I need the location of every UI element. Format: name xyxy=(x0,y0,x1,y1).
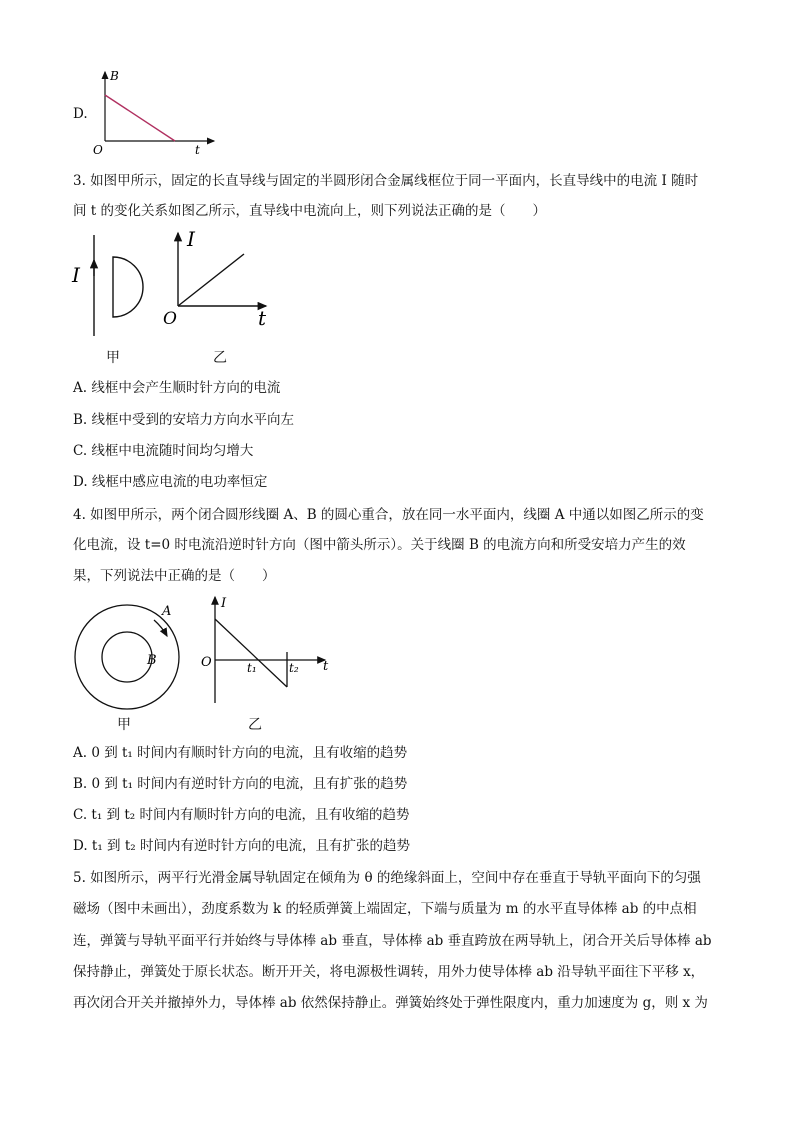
q3-option-c[interactable]: C. 线框中电流随时间均匀增大 xyxy=(73,443,254,459)
axis-i-label: I xyxy=(187,227,195,251)
q3-stem-line1: 3. 如图甲所示，固定的长直导线与固定的半圆形闭合金属线框位于同一平面内，长直导线中的电流 I 随时 xyxy=(73,173,699,189)
axis-t-label: t xyxy=(195,143,200,157)
q4-option-a[interactable]: A. 0 到 t₁ 时间内有顺时针方向的电流，且有收缩的趋势 xyxy=(73,745,408,761)
q3-option-d[interactable]: D. 线框中感应电流的电功率恒定 xyxy=(73,474,268,490)
q4-caption-jia: 甲 xyxy=(117,717,131,733)
q4-option-c[interactable]: C. t₁ 到 t₂ 时间内有顺时针方向的电流，且有收缩的趋势 xyxy=(73,807,410,823)
axis-i-label: I xyxy=(221,596,227,611)
origin-label: O xyxy=(201,655,212,670)
label-a: A xyxy=(162,604,172,619)
q4-option-b[interactable]: B. 0 到 t₁ 时间内有逆时针方向的电流，且有扩张的趋势 xyxy=(73,776,408,792)
semicircle-loop xyxy=(113,257,143,317)
coil-a xyxy=(75,605,179,709)
label-b: B xyxy=(147,653,157,668)
q2-option-d-label: D. xyxy=(73,106,88,122)
q3-option-b[interactable]: B. 线框中受到的安培力方向水平向左 xyxy=(73,412,295,428)
q4-caption-yi: 乙 xyxy=(248,717,262,733)
t1-label: t₁ xyxy=(247,661,257,675)
q4-stem-line2: 化电流，设 t=0 时电流沿逆时针方向（图中箭头所示）。关于线圈 B 的电流方向和所受安培力产生的效 xyxy=(73,537,686,553)
q3-option-a[interactable]: A. 线框中会产生顺时针方向的电流 xyxy=(73,380,281,396)
t2-label: t₂ xyxy=(289,661,299,675)
axis-t-label: t xyxy=(258,306,267,330)
b-line xyxy=(105,95,175,141)
q3-figure-jia xyxy=(70,230,150,340)
origin-label: O xyxy=(93,143,103,157)
q2-option-d-graph xyxy=(88,68,218,158)
q4-figure-yi xyxy=(195,592,340,712)
current-line xyxy=(215,619,287,687)
q4-stem-line3: 果，下列说法中正确的是（ ） xyxy=(73,568,276,584)
q4-figure-jia xyxy=(70,596,190,716)
q5-line1: 5. 如图所示，两平行光滑金属导轨固定在倾角为 θ 的绝缘斜面上，空间中存在垂直于导轨平面向下的匀强 xyxy=(73,870,701,886)
q5-line2: 磁场（图中未画出），劲度系数为 k 的轻质弹簧上端固定，下端与质量为 m 的水平直导体棒 ab 的中点相 xyxy=(73,901,697,917)
q4-option-d[interactable]: D. t₁ 到 t₂ 时间内有逆时针方向的电流，且有扩张的趋势 xyxy=(73,838,410,854)
q4-stem-line1: 4. 如图甲所示，两个闭合圆形线圈 A、B 的圆心重合，放在同一水平面内，线圈 A 中通以如图乙所示的变 xyxy=(73,507,704,523)
current-line xyxy=(178,254,244,306)
current-label: I xyxy=(72,263,80,287)
axis-b-label: B xyxy=(110,69,119,83)
q3-caption-yi: 乙 xyxy=(213,350,227,366)
axis-t-label: t xyxy=(323,659,329,674)
q5-line5: 再次闭合开关并撤掉外力，导体棒 ab 依然保持静止。弹簧始终处于弹性限度内，重力加速度为 g，则 x 为 xyxy=(73,995,708,1011)
q5-line3: 连，弹簧与导轨平面平行并始终与导体棒 ab 垂直，导体棒 ab 垂直跨放在两导轨上，闭合开关后导体棒 ab xyxy=(73,933,712,949)
coil-b xyxy=(102,632,152,682)
origin-label: O xyxy=(163,309,177,329)
q3-figure-yi xyxy=(160,228,280,333)
q5-line4: 保持静止，弹簧处于原长状态。断开开关，将电源极性调转，用外力使导体棒 ab 沿导轨平面往下平移 x， xyxy=(73,964,705,980)
q3-caption-jia: 甲 xyxy=(106,350,120,366)
q3-stem-line2: 间 t 的变化关系如图乙所示，直导线中电流向上，则下列说法正确的是（ ） xyxy=(73,203,547,219)
